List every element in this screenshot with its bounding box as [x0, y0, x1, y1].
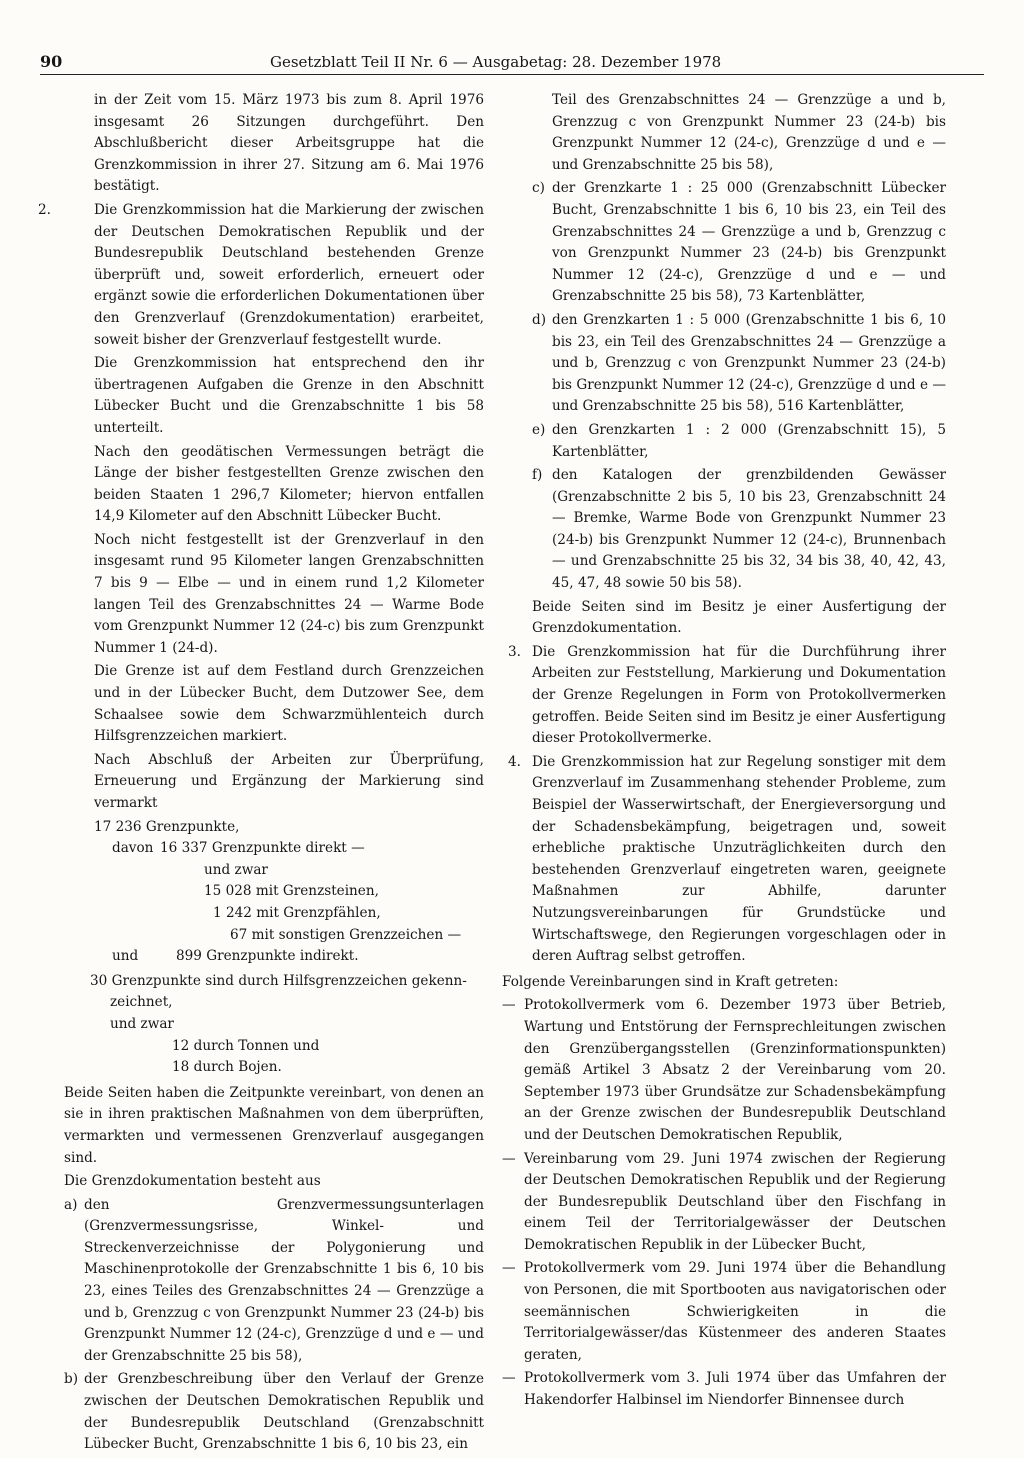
item-c-text: der Grenzkarte 1 : 25 000 (Grenzabschnitt Lübecker Bucht, Grenzabschnitte 1 bis 6, 10 bis 23, ein Teil des Grenzabschnittes 24 — Grenzzüge a und b, Grenzzug c von Grenzpunkt Nummer 23 (24-b) bis Grenzpunkt Nummer 12 (24-c), Grenzzüge d und e — und Grenzabschnitte 25 bis 58), 73 Kartenblätter, — [552, 180, 946, 305]
right-column — [502, 90, 946, 1414]
stat-und-zwar: und zwar — [204, 861, 268, 878]
item-e-marker: e) — [532, 421, 546, 438]
paragraph-laenge: Nach den geodätischen Vermessungen beträgt die Länge der bisher festgestellten Grenze zwischen den beiden Staaten 1 296,7 Kilometer; hiervon entfallen 14,9 Kilometer auf den Abschnitt Lübecker Bucht. — [94, 443, 484, 525]
intro-paragraph: in der Zeit vom 15. März 1973 bis zum 8. April 1976 insgesamt 26 Sitzungen durchgeführt. Den Abschlußbericht dieser Arbeitsgruppe hat die Grenzkommission in ihrer 27. Sitzung am 6. Mai 1976 bestätigt. — [94, 92, 484, 195]
item-b-marker: b) — [64, 1371, 79, 1388]
item-2 — [38, 200, 484, 351]
agreement-1-dash: — — [502, 997, 516, 1014]
item-f — [502, 465, 946, 595]
page-number: 90 — [40, 52, 63, 71]
stat-total: 17 236 Grenzpunkte, — [94, 818, 240, 835]
item-b — [64, 1369, 484, 1455]
item-3 — [502, 642, 946, 750]
paragraph-markiert: Die Grenze ist auf dem Festland durch Grenzzeichen und in der Lübecker Bucht, dem Dutzower See, dem Schaalsee sowie dem Schwarzmühlenteich durch Hilfsgrenzzeichen markiert. — [94, 663, 484, 745]
agreement-4-dash: — — [502, 1370, 516, 1387]
paragraph-vermarkt: Nach Abschluß der Arbeiten zur Überprüfung, Erneuerung und Ergänzung der Markierung sind vermarkt — [94, 751, 484, 811]
item-4 — [502, 752, 946, 968]
item-f-text: den Katalogen der grenzbildenden Gewässer (Grenzabschnitte 2 bis 5, 10 bis 23, Grenzabschnitt 24 — Bremke, Warme Bode von Grenzpunkt Nummer 23 (24-b) bis Grenzpunkt Nummer 12 (24-c), Brunnenbach — und Grenzabschnitte 25 bis 32, 34 bis 38, 40, 42, 43, 45, 47, 48 sowie 50 bis 58). — [552, 467, 946, 592]
agreement-1 — [502, 995, 946, 1146]
item-2-marker: 2. — [38, 201, 51, 218]
stat-hilfsgrenzzeichen-line2: zeichnet, — [110, 994, 173, 1011]
paragraph-nicht-festgestellt: Noch nicht festgestellt ist der Grenzverlauf in den insgesamt rund 95 Kilometer langen Grenzabschnitten 7 bis 9 — Elbe — und in einem rund 1,2 Kilometer langen Teil des Grenzabschnittes 24 — Warme Bode vom Grenzpunkt Nummer 12 (24-c) bis zum Grenzpunkt Nummer 1 (24-d). — [94, 531, 484, 656]
agreement-3 — [502, 1258, 946, 1366]
grenzpunkte-statistics — [64, 817, 484, 1079]
item-a-marker: a) — [64, 1196, 78, 1213]
item-f-marker: f) — [532, 467, 543, 484]
gazette-title: Gesetzblatt Teil II Nr. 6 — Ausgabetag: 28. Dezember 1978 — [270, 53, 722, 71]
item-3-marker: 3. — [508, 643, 521, 660]
stat-davon-label: davon — [112, 840, 154, 857]
agreement-4 — [502, 1368, 946, 1411]
agreement-4-text: Protokollvermerk vom 3. Juli 1974 über das Umfahren der Hakendorfer Halbinsel im Niendorfer Binnensee durch — [524, 1370, 946, 1409]
stat-grenzsteine: 15 028 mit Grenzsteinen, — [204, 883, 379, 900]
left-column — [38, 90, 484, 1458]
item-e-text: den Grenzkarten 1 : 2 000 (Grenzabschnitt 15), 5 Kartenblätter, — [552, 421, 946, 460]
item-b-continuation: Teil des Grenzabschnittes 24 — Grenzzüge a und b, Grenzzug c von Grenzpunkt Nummer 23 (24-b) bis Grenzpunkt Nummer 12 (24-c), Grenzzüge d und e — und Grenzabschnitte 25 bis 58), — [552, 92, 946, 173]
stat-sonstige: 67 mit sonstigen Grenzzeichen — — [230, 926, 462, 943]
agreement-2 — [502, 1149, 946, 1257]
item-d-marker: d) — [532, 311, 547, 328]
agreement-2-dash: — — [502, 1150, 516, 1167]
stat-und-label: und — [112, 948, 139, 965]
stat-tonnen: 12 durch Tonnen und — [172, 1037, 320, 1054]
paragraph-zeitpunkte: Beide Seiten haben die Zeitpunkte vereinbart, von denen an sie in ihren praktischen Maßnahmen von dem überprüften, vermarkten und vermessenen Grenzverlauf ausgegangen sind. — [64, 1084, 484, 1166]
item-a — [64, 1195, 484, 1368]
page-header — [40, 50, 984, 75]
item-4-marker: 4. — [508, 753, 521, 770]
stat-bojen: 18 durch Bojen. — [172, 1059, 282, 1076]
item-c — [502, 178, 946, 308]
agreements-intro: Folgende Vereinbarungen sind in Kraft getreten: — [502, 973, 839, 990]
item-c-marker: c) — [532, 180, 545, 197]
item-b-text: der Grenzbeschreibung über den Verlauf der Grenze zwischen der Deutschen Demokratischen Republik und der Bundesrepublik Deutschland (Grenzabschnitt Lübecker Bucht, Grenzabschnitte 1 bis 6, 10 bis 23, ein — [84, 1371, 484, 1453]
item-d-text: den Grenzkarten 1 : 5 000 (Grenzabschnitte 1 bis 6, 10 bis 23, ein Teil des Grenzabschnittes 24 — Grenzzüge a und b, Grenzzug c von Grenzpunkt Nummer 23 (24-b) bis Grenzpunkt Nummer 12 (24-c), Grenzzüge d und e — und Grenzabschnitte 25 bis 58), 516 Kartenblätter, — [552, 311, 946, 415]
paragraph-beide-seiten: Beide Seiten sind im Besitz je einer Ausfertigung der Grenzdokumentation. — [532, 598, 946, 637]
agreement-1-text: Protokollvermerk vom 6. Dezember 1973 über Betrieb, Wartung und Entstörung der Fernsprechleitungen zwischen den Grenzübergangsstellen (Grenzinformationspunkten) gemäß Artikel 3 Absatz 2 der Vereinbarung vom 20. September 1973 über Grundsätze zur Schadensbekämpfung an der Grenze zwischen der Bundesrepublik Deutschland und der Deutschen Demokratischen Republik, — [524, 997, 946, 1143]
paragraph-abschnitte: Die Grenzkommission hat entsprechend den ihr übertragenen Aufgaben die Grenze in den Abschnitt Lübecker Bucht und die Grenzabschnitte 1 bis 58 unterteilt. — [94, 355, 484, 436]
paragraph-grenzdokumentation: Die Grenzdokumentation besteht aus — [64, 1173, 321, 1190]
item-a-text: den Grenzvermessungsunterlagen (Grenzvermessungsrisse, Winkel- und Streckenverzeichnisse der Polygonierung und Maschinenprotokolle der Grenzabschnitte 1 bis 6, 10 bis 23, eines Teiles des Grenzabschnittes 24 — Grenzzüge a und b, Grenzzug c von Grenzpunkt Nummer 23 (24-b) bis Grenzpunkt Nummer 12 (24-c), Grenzzüge d und e — und der Grenzabschnitte 25 bis 58), — [84, 1196, 484, 1364]
item-d — [502, 310, 946, 418]
item-4-text: Die Grenzkommission hat zur Regelung sonstiger mit dem Grenzverlauf im Zusammenhang stehender Probleme, zum Beispiel der Wasserwirtschaft, der Energieversorgung und der Schadensbekämpfung, beigetragen und, soweit erhebliche praktische Unzuträglichkeiten durch den bestehenden Grenzverlauf eingetreten waren, geeignete Maßnahmen zur Abhilfe, darunter Nutzungsvereinbarungen für Grundstücke und Wirtschaftswege, den Regierungen vorgeschlagen oder in deren Auftrag selbst getroffen. — [532, 753, 946, 965]
item-2-text: Die Grenzkommission hat die Markierung der zwischen der Deutschen Demokratischen Republik und der Bundesrepublik Deutschland bestehenden Grenze überprüft und, soweit erforderlich, erneuert oder ergänzt sowie die erforderlichen Dokumentationen über den Grenzverlauf (Grenzdokumentation) erarbeitet, soweit bisher der Grenzverlauf festgestellt wurde. — [94, 201, 484, 348]
stat-hilfsgrenzzeichen-line1: 30 Grenzpunkte sind durch Hilfsgrenzzeichen gekenn- — [90, 972, 467, 989]
item-3-text: Die Grenzkommission hat für die Durchführung ihrer Arbeiten zur Feststellung, Markierung und Dokumentation der Grenze Regelungen in Form von Protokollvermerken getroffen. Beide Seiten sind im Besitz je einer Ausfertigung dieser Protokollvermerke. — [532, 643, 946, 747]
agreement-3-dash: — — [502, 1260, 516, 1277]
stat-indirect: 899 Grenzpunkte indirekt. — [176, 948, 359, 965]
item-e — [502, 420, 946, 463]
agreement-2-text: Vereinbarung vom 29. Juni 1974 zwischen der Regierung der Deutschen Demokratischen Republik und der Regierung der Bundesrepublik Deutschland über den Fischfang in einem Teil der Territorialgewässer der Deutschen Demokratischen Republik in der Lübecker Bucht, — [524, 1150, 946, 1253]
stat-direct: 16 337 Grenzpunkte direkt — — [160, 840, 365, 857]
agreement-3-text: Protokollvermerk vom 29. Juni 1974 über die Behandlung von Personen, die mit Sportbooten aus navigatorischen oder seemännischen Schwierigkeiten in die Territorialgewässer/das Küstenmeer des anderen Staates geraten, — [524, 1260, 946, 1363]
stat-und-zwar-2: und zwar — [110, 1015, 174, 1032]
stat-grenzpfaehle: 1 242 mit Grenzpfählen, — [213, 904, 381, 921]
